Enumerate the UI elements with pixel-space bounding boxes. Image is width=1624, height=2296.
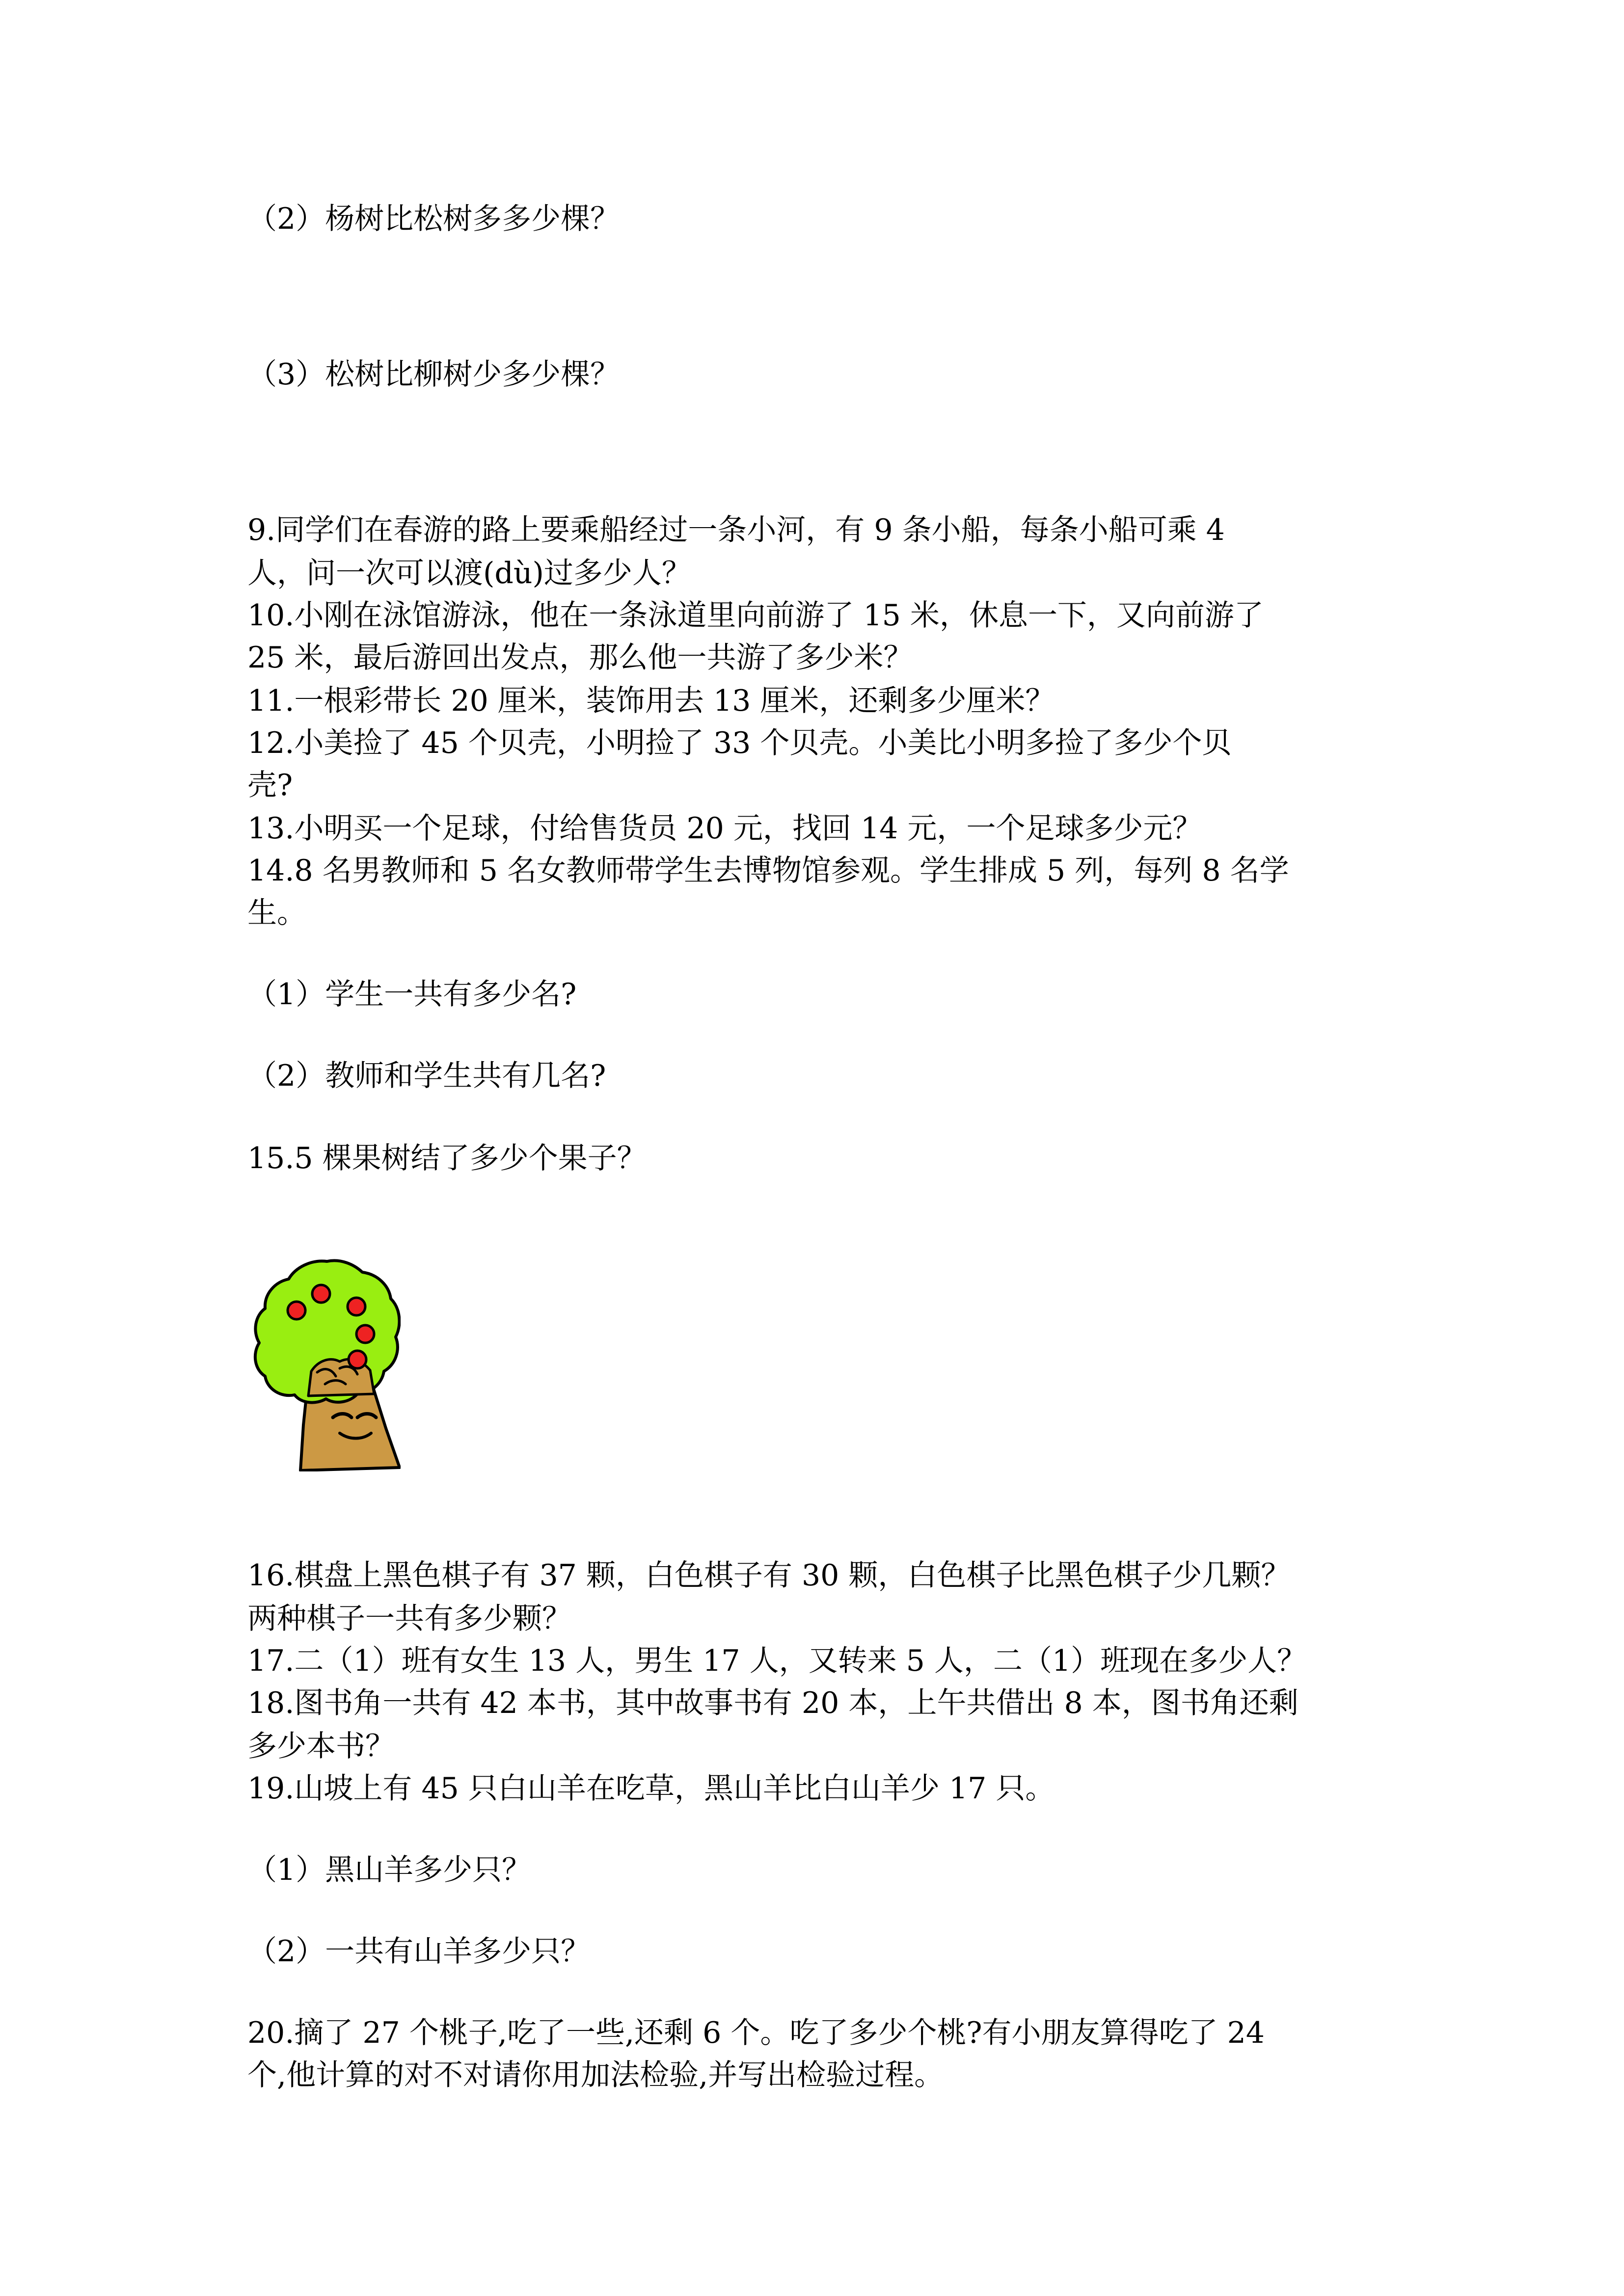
q14-line2: 生。 (247, 896, 306, 930)
fruit-4 (356, 1325, 374, 1343)
q14-part2: （2）教师和学生共有几名? (247, 1059, 606, 1093)
fruit-2 (312, 1285, 330, 1303)
q8-part2: （2）杨树比松树多多少棵？ (247, 202, 620, 236)
q12-line2: 壳? (247, 768, 293, 802)
q19-part2: （2）一共有山羊多少只？ (247, 1934, 591, 1969)
q15: 15.5 棵果树结了多少个果子？ (247, 1141, 647, 1175)
q18-line1: 18.图书角一共有 42 本书，其中故事书有 20 本，上午共借出 8 本，图书角还剩 (247, 1686, 1299, 1720)
fruit-tree-image (253, 1255, 401, 1471)
q9-line2: 人，问一次可以渡(dù)过多少人？ (247, 556, 691, 590)
fruit-3 (348, 1298, 365, 1315)
q14-line1: 14.8 名男教师和 5 名女教师带学生去博物馆参观。学生排成 5 列，每列 8 名学 (247, 854, 1289, 888)
q20-line1: 20.摘了 27 个桃子,吃了一些,还剩 6 个。吃了多少个桃?有小朋友算得吃了 24 (247, 2016, 1265, 2050)
fruit-1 (288, 1302, 305, 1319)
q17: 17.二（1）班有女生 13 人，男生 17 人，又转来 5 人，二（1）班现在多少人？ (247, 1644, 1307, 1678)
q18-line2: 多少本书？ (247, 1729, 395, 1763)
q16-line1: 16.棋盘上黑色棋子有 37 颗，白色棋子有 30 颗，白色棋子比黑色棋子少几颗？ (247, 1558, 1291, 1593)
q9-line1: 9.同学们在春游的路上要乘船经过一条小河，有 9 条小船，每条小船可乘 4 (247, 513, 1225, 547)
q11: 11.一根彩带长 20 厘米，装饰用去 13 厘米，还剩多少厘米？ (247, 684, 1055, 718)
q12-line1: 12.小美捡了 45 个贝壳，小明捡了 33 个贝壳。小美比小明多捡了多少个贝 (247, 726, 1232, 760)
q10-line1: 10.小刚在泳馆游泳，他在一条泳道里向前游了 15 米，休息一下，又向前游了 (247, 598, 1264, 633)
q10-line2: 25 米，最后游回出发点，那么他一共游了多少米？ (247, 641, 913, 675)
q20-line2: 个,他计算的对不对请你用加法检验,并写出检验过程。 (247, 2058, 944, 2092)
q14-part1: （1）学生一共有多少名? (247, 977, 577, 1012)
q19: 19.山坡上有 45 只白山羊在吃草，黑山羊比白山羊少 17 只。 (247, 1771, 1055, 1806)
q13: 13.小明买一个足球，付给售货员 20 元，找回 14 元，一个足球多少元？ (247, 811, 1202, 846)
q8-part3: （3）松树比柳树少多少棵？ (247, 357, 620, 392)
q16-line2: 两种棋子一共有多少颗？ (247, 1602, 571, 1636)
fruit-5 (349, 1351, 366, 1368)
q19-part1: （1）黑山羊多少只？ (247, 1853, 532, 1887)
